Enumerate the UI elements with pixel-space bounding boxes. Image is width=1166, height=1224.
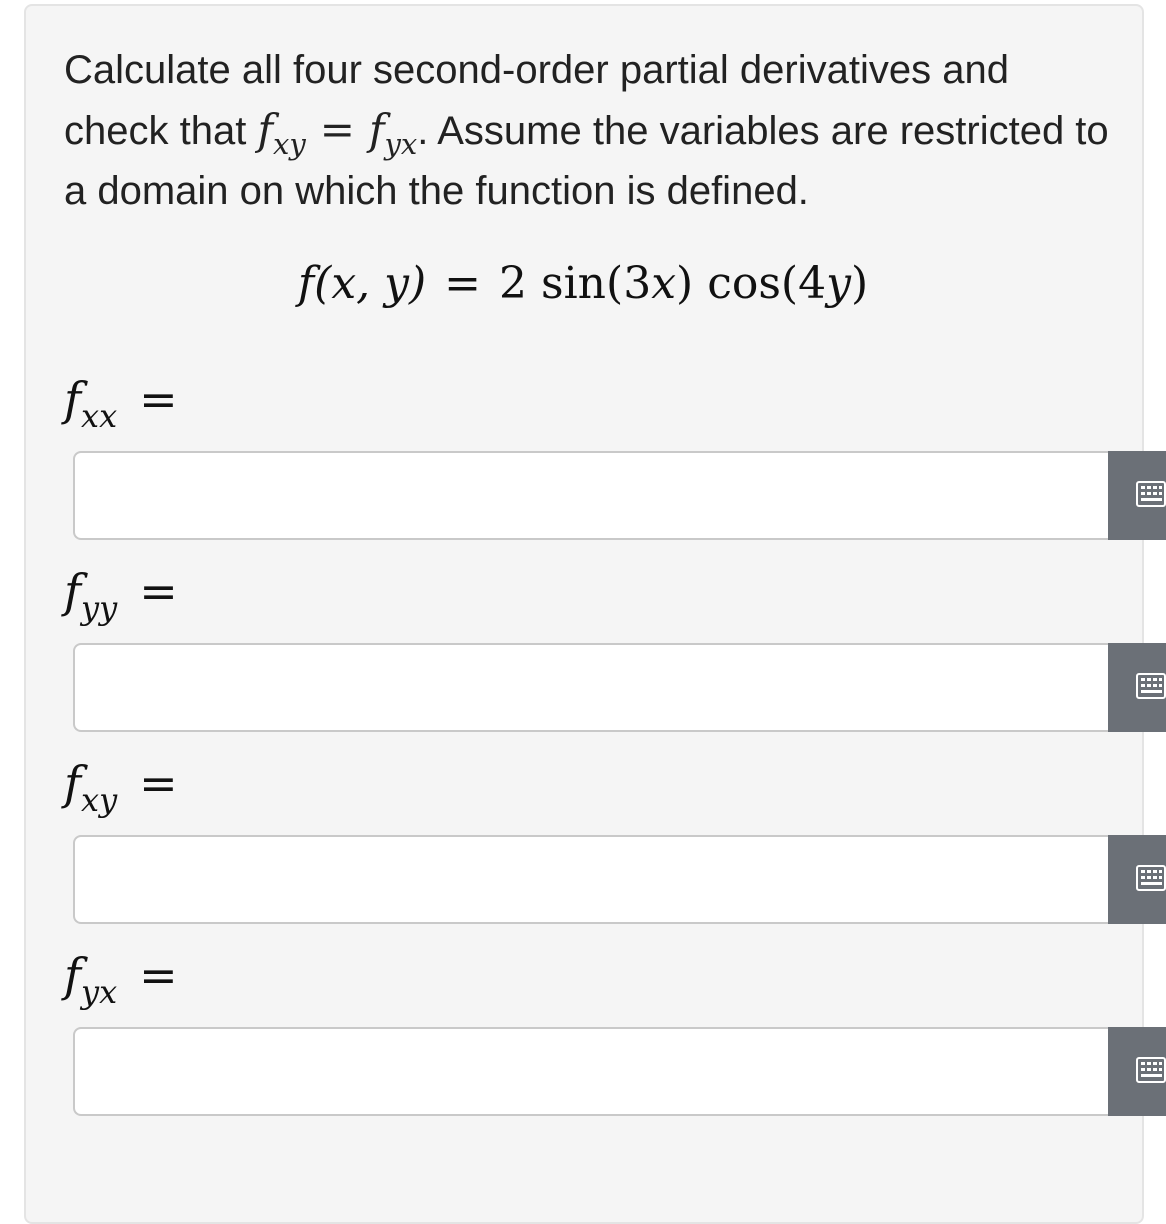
function-cos: cos <box>707 258 781 309</box>
sin-close-paren: ) <box>676 258 694 309</box>
cos-close-paren: ) <box>850 258 869 309</box>
check-rhs-sub: yx <box>384 127 418 161</box>
function-coef: 2 <box>499 258 528 309</box>
answer-input-fxy[interactable] <box>73 835 1111 924</box>
function-sin: sin <box>541 258 607 309</box>
label-symbol: f <box>64 756 82 810</box>
answer-label-fxy <box>64 756 178 819</box>
check-eq: = <box>319 105 355 154</box>
keyboard-icon <box>1136 1057 1166 1083</box>
label-symbol: f <box>64 948 82 1002</box>
check-rhs-symbol: f <box>368 105 385 154</box>
math-keyboard-button-fyx[interactable] <box>1108 1027 1166 1116</box>
cos-open-paren: ( <box>780 258 799 309</box>
sin-open-paren: ( <box>606 258 624 309</box>
label-sub: yy <box>81 589 118 627</box>
function-definition <box>0 258 1166 309</box>
prompt-text-2: . Assume the variables are restricted to a domain on which the function is defined. <box>64 109 1109 213</box>
answer-input-fxx[interactable] <box>73 451 1111 540</box>
math-keyboard-button-fxy[interactable] <box>1108 835 1166 924</box>
math-keyboard-button-fxx[interactable] <box>1108 451 1166 540</box>
answer-label-fxx <box>64 372 178 435</box>
keyboard-icon <box>1136 673 1166 699</box>
prompt-text-1: Calculate all four second-order partial derivatives and check that <box>64 48 1009 153</box>
math-keyboard-button-fyy[interactable] <box>1108 643 1166 732</box>
label-symbol: f <box>64 372 82 426</box>
sin-arg-var: x <box>651 258 677 309</box>
function-lhs: f(x, y) <box>297 258 427 309</box>
label-eq: = <box>139 564 178 618</box>
cos-arg-var: y <box>826 258 851 309</box>
label-sub: xx <box>81 397 118 435</box>
answer-input-fyy[interactable] <box>73 643 1111 732</box>
label-eq: = <box>139 756 178 810</box>
answer-input-fyx[interactable] <box>73 1027 1111 1116</box>
keyboard-icon <box>1136 481 1166 507</box>
check-lhs-symbol: f <box>257 105 273 154</box>
keyboard-icon <box>1136 865 1166 891</box>
function-eq: = <box>444 258 482 309</box>
label-sub: xy <box>81 781 118 819</box>
answer-label-fyy <box>64 564 178 627</box>
label-sub: yx <box>81 973 118 1011</box>
question-prompt <box>64 40 1124 221</box>
label-eq: = <box>139 948 178 1002</box>
check-lhs-sub: xy <box>272 127 306 161</box>
sin-arg-num: 3 <box>623 258 652 309</box>
check-equation <box>257 105 418 161</box>
label-symbol: f <box>64 564 82 618</box>
label-eq: = <box>139 372 178 426</box>
cos-arg-num: 4 <box>798 258 827 309</box>
answer-label-fyx <box>64 948 178 1011</box>
